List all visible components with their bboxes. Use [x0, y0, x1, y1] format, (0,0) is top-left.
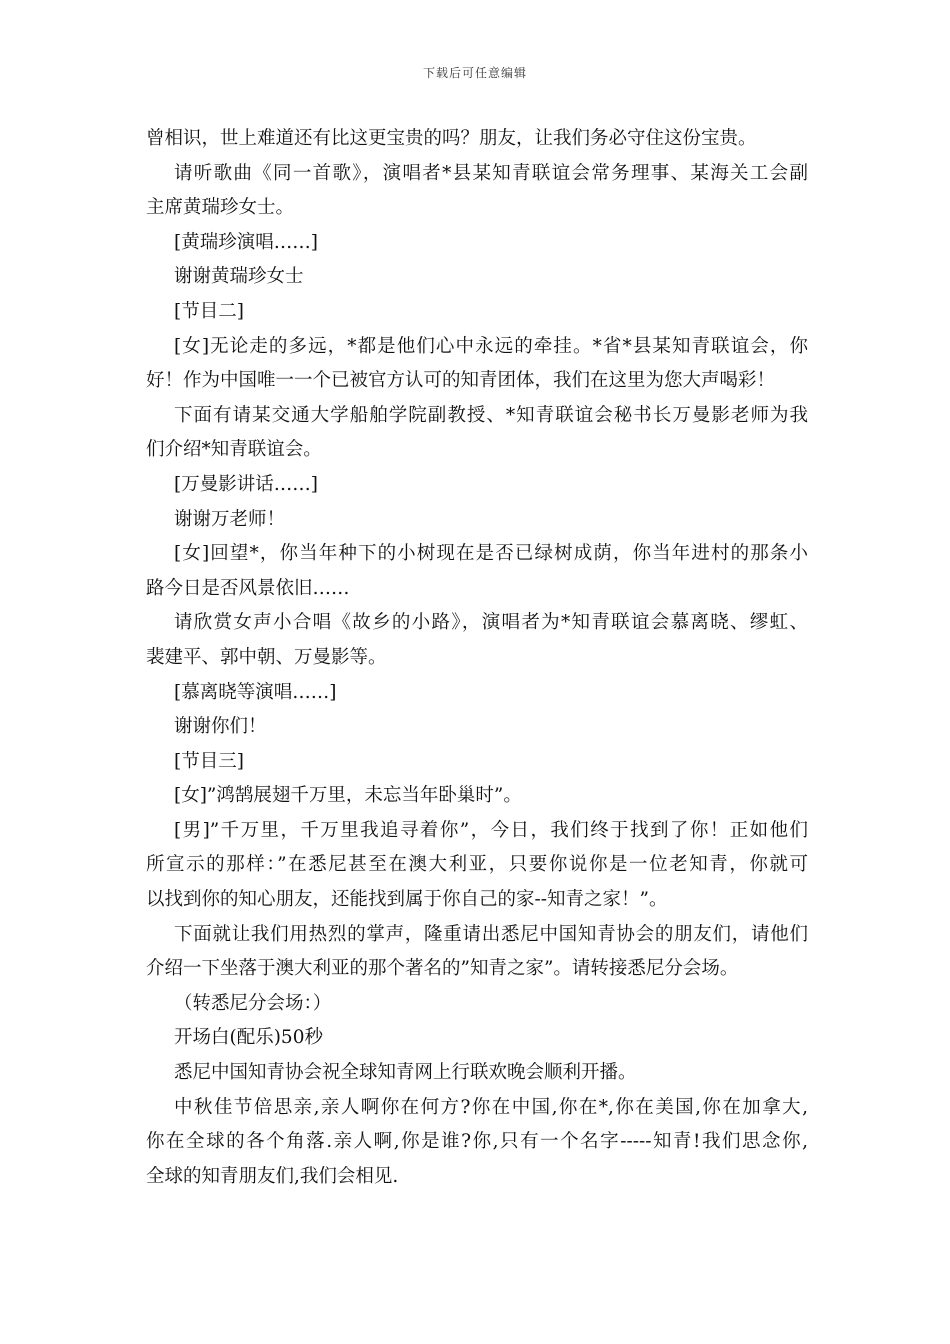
text-line: [男]”千万里，千万里我追寻着你”，今日，我们终于找到了你！正如他们: [174, 819, 808, 841]
text-line: 你在全球的各个角落.亲人啊,你是谁?你,只有一个名字-----知青!我们思念你,: [146, 1131, 808, 1153]
text-line: 谢谢黄瑞珍女士: [174, 266, 304, 288]
text-line: 谢谢万老师！: [174, 508, 286, 530]
text-line: 主席黄瑞珍女士。: [146, 197, 295, 219]
text-line: 们介绍*知青联谊会。: [146, 439, 322, 461]
text-line: 下面有请某交通大学船舶学院副教授、*知青联谊会秘书长万曼影老师为我: [174, 404, 808, 426]
text-line: 好！作为中国唯一一个已被官方认可的知青团体，我们在这里为您大声喝彩！: [146, 370, 776, 392]
text-line: 以找到你的知心朋友，还能找到属于你自己的家--知青之家！”。: [146, 889, 668, 911]
text-line: 谢谢你们！: [174, 716, 267, 738]
text-line: 中秋佳节倍思亲,亲人啊你在何方?你在中国,你在*,你在美国,你在加拿大,: [174, 1096, 808, 1118]
text-line: [女]”鸿鹄展翅千万里，未忘当年卧巢时”。: [174, 785, 522, 807]
text-line: 介绍一下坐落于澳大利亚的那个著名的”知青之家”。请转接悉尼分会场。: [146, 958, 739, 980]
text-line: [慕离晓等演唱……]: [174, 681, 337, 703]
text-line: [节目三]: [174, 750, 244, 772]
text-line: [黄瑞珍演唱……]: [174, 231, 318, 253]
text-line: [女]无论走的多远，*都是他们心中永远的牵挂。*省*县某知青联谊会，你: [174, 335, 808, 357]
text-line: [万曼影讲话……]: [174, 473, 318, 495]
document-body: [146, 122, 808, 1194]
text-line: [女]回望*，你当年种下的小树现在是否已绿树成荫，你当年进村的那条小: [174, 543, 808, 565]
text-line: 曾相识，世上难道还有比这更宝贵的吗？朋友，让我们务必守住这份宝贵。: [146, 128, 757, 149]
text-line: 开场白(配乐)50秒: [174, 1027, 323, 1049]
text-line: （转悉尼分会场：）: [174, 992, 332, 1014]
text-line: 请欣赏女声小合唱《故乡的小路》，演唱者为*知青联谊会慕离晓、缪虹、: [174, 612, 808, 634]
text-line: 全球的知青朋友们,我们会相见.: [146, 1165, 399, 1187]
text-line: 悉尼中国知青协会祝全球知青网上行联欢晚会顺利开播。: [174, 1062, 637, 1084]
text-line: 路今日是否风景依旧……: [146, 577, 350, 599]
text-line: 所宣示的那样：”在悉尼甚至在澳大利亚，只要你说你是一位老知青，你就可: [146, 854, 808, 876]
text-line: 请听歌曲《同一首歌》，演唱者*县某知青联谊会常务理事、某海关工会副: [174, 162, 808, 184]
text-line: [节目二]: [174, 300, 244, 322]
text-line: 裴建平、郭中朝、万曼影等。: [146, 646, 387, 668]
text-line: 下面就让我们用热烈的掌声，隆重请出悉尼中国知青协会的朋友们，请他们: [174, 923, 808, 945]
page-header: 下载后可任意编辑: [422, 66, 527, 80]
